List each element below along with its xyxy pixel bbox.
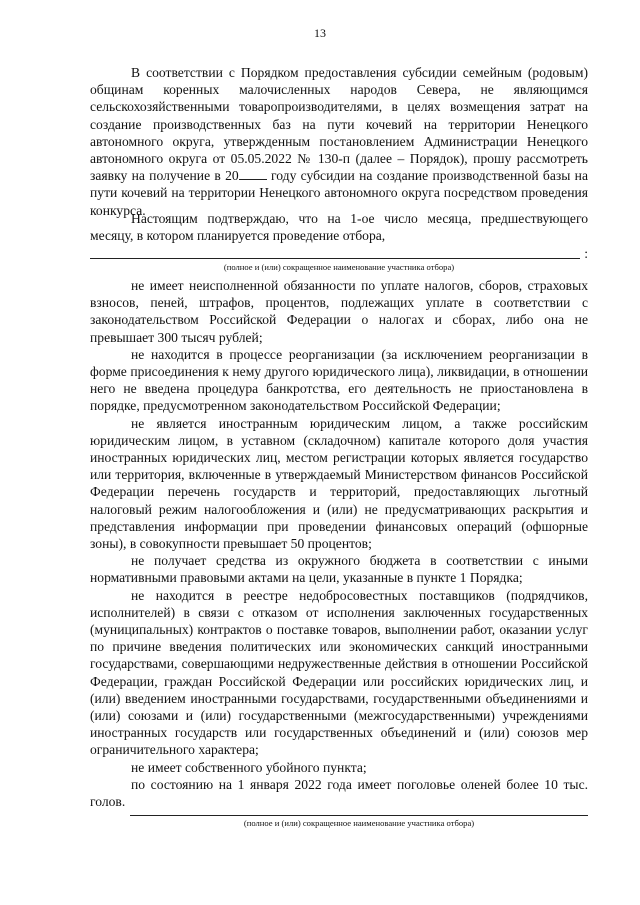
- intro-text-start: В соответствии с Порядком предоставления субсидии семейным (родовым) общинам коренных малочисленных народов Севера, не являющимся сельскохозяйственными товаропроизводителями, в целях возмещения затрат на создание производственных баз на пути кочевий на территории Ненецкого автономного округа, утвержденным постановлением Администрации Ненецкого автономного округа от 05.05.2022 № 130-п (далее – Порядок), прошу рассмотреть заявку на получение в 20: [90, 65, 588, 184]
- conditions-list: [90, 277, 588, 810]
- participant-fill-row: [90, 245, 588, 259]
- signature-caption: (полное и (или) сокращенное наименование участника отбора): [243, 818, 475, 828]
- intro-section: [90, 64, 588, 219]
- participant-caption: (полное и (или) сокращенное наименование участника отбора): [223, 262, 455, 272]
- page-number: 13: [314, 26, 326, 40]
- condition-item: не имеет собственного убойного пункта;: [131, 759, 367, 775]
- condition-item: не находится в процессе реорганизации (за исключением реорганизации в форме присоединения к нему другого юридического лица), ликвидации, в отношении него не введена процедура банкротства, его деятельность не приостановлена в порядке, предусмотренном законодательством Российской Федерации;: [90, 346, 588, 414]
- fill-colon: :: [584, 246, 588, 261]
- intro-text-end: году субсидии на создание производственной базы на пути кочевий на территории Ненецкого автономного округа посредством проведения конкурса.: [90, 168, 588, 218]
- condition-item: не является иностранным юридическим лицом, а также российским юридическим лицом, в уставном (складочном) капитале которого доля участия иностранных юридических лиц, местом регистрации которых является государство или территория, включенные в утверждаемый Министерством финансов Российской Федерации перечень государств и территорий, предоставляющих льготный налоговый режим налогообложения и (или) не предусматривающих раскрытия и представления информации при проведении финансовых операций (офшорные зоны), в совокупности превышает 50 процентов;: [90, 415, 588, 552]
- condition-item: не получает средства из окружного бюджета в соответствии с иными нормативными правовыми актами на цели, указанные в пункте 1 Порядка;: [90, 553, 588, 586]
- participant-name-line[interactable]: [90, 258, 580, 259]
- year-blank-field[interactable]: [239, 168, 267, 180]
- condition-item: не находится в реестре недобросовестных поставщиков (подрядчиков, исполнителей) в связи с отказом от исполнения заключенных государственных (муниципальных) контрактов о поставке товаров, выполнении работ, оказании услуг по причине введения политических или экономических санкций иностранными государствами, совершающими недружественные действия в отношении Российской Федерации, граждан Российской Федерации или российских юридических лиц, и (или) введением иностранными государствами, государственными объединениями и (или) союзами и (или) государственными (межгосударственными) учреждениями иностранных государств или государственных объединений и (или) союзов мер ограничительного характера;: [90, 587, 588, 758]
- signature-name-line[interactable]: [130, 815, 588, 816]
- condition-item: по состоянию на 1 января 2022 года имеет поголовье оленей более 10 тыс. голов.: [90, 776, 588, 810]
- intro-paragraph: [90, 64, 588, 219]
- condition-item: не имеет неисполненной обязанности по уплате налогов, сборов, страховых взносов, пеней, штрафов, процентов, подлежащих уплате в соответствии с законодательством Российской Федерации о налогах и сборах, либо она не превышает 300 тысяч рублей;: [90, 278, 588, 345]
- confirm-section: [90, 210, 588, 244]
- confirm-paragraph: Настоящим подтверждаю, что на 1-ое число месяца, предшествующего месяцу, в котором планируется проведение отбора,: [90, 211, 588, 244]
